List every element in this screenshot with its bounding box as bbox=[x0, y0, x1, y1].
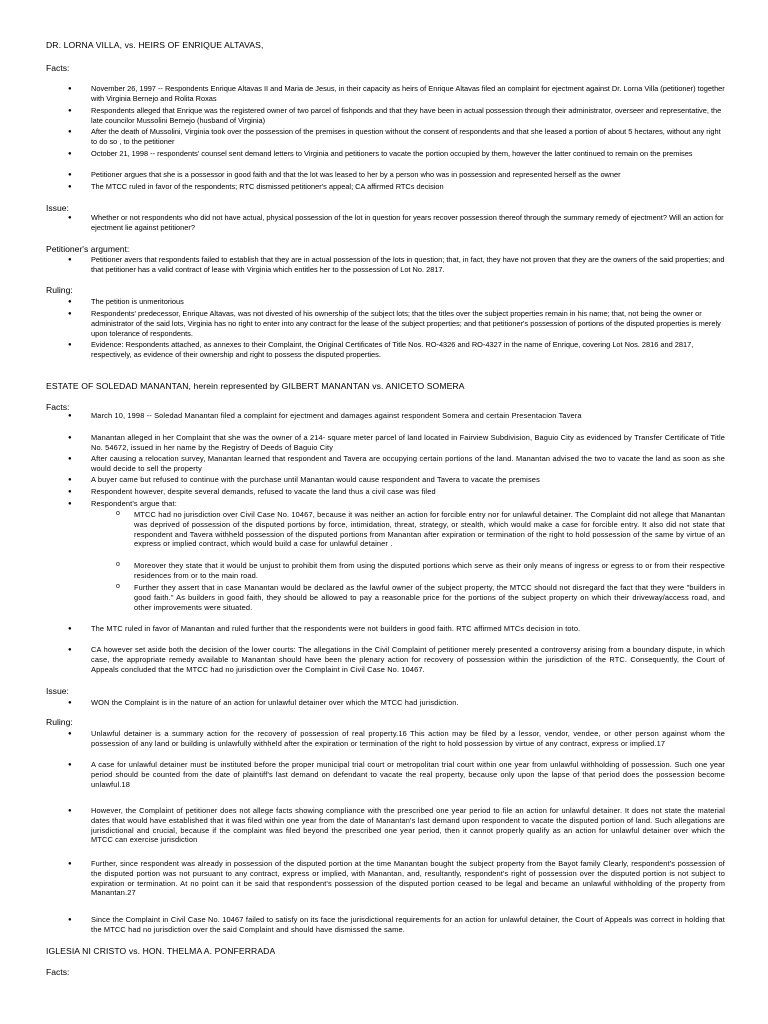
issue-label: Issue: bbox=[46, 686, 69, 696]
bullet-icon: ● bbox=[68, 477, 72, 483]
bullet-icon: ● bbox=[68, 731, 72, 737]
bullet-icon: ● bbox=[68, 456, 72, 462]
bullet-icon: ● bbox=[68, 86, 72, 92]
petitioner-item: Petitioner avers that respondents failed to establish that they are in actual possession of the lots in question; that, in fact, they have not proven that they are the owners of the said properties; and that petitioner has a valid contract of lease with Virginia which entitles her to the possession of Lot No. 2817. bbox=[91, 255, 725, 274]
facts-label: Facts: bbox=[46, 967, 70, 977]
ruling-item: Evidence: Respondents attached, as annexes to their Complaint, the Original Certificates of Title Nos. RO-4326 and RO-4327 in the name of Enrique, covering Lot Nos. 2816 and 2817, respectively, as evidence of their ownership and right to possess the disputed properties. bbox=[91, 340, 694, 359]
bullet-icon: ● bbox=[68, 184, 72, 190]
fact-item: Respondents alleged that Enrique was the registered owner of two parcel of fishponds and that they have been in actual possession through their administrator, overseer and representative, the late councilor Mussolini Bernejo (husband of Virginia) bbox=[91, 106, 722, 125]
facts-label: Facts: bbox=[46, 402, 70, 412]
fact-item: Manantan alleged in her Complaint that she was the owner of a 214- square meter parcel of land located in Fairview Subdivision, Baguio City as evidenced by Transfer Certificate of Title No. 54672, issued in her name by the Registry of Deeds of Baguio City bbox=[91, 433, 725, 452]
bullet-icon: ● bbox=[68, 808, 72, 814]
fact-item: The MTC ruled in favor of Manantan and ruled further that the respondents were not builders in good faith. RTC affirmed MTCs decision in toto. bbox=[91, 624, 581, 633]
bullet-icon: ● bbox=[68, 342, 72, 348]
sub-bullet-icon: o bbox=[116, 561, 120, 568]
fact-item: CA however set aside both the decision of the lower courts: The allegations in the Civil Complaint of petitioner merely presented a controversy arising from a boundary dispute, in which case, the appropriate remedy available to Manantan should have been the plenary action for recovery of possession within the jurisdiction of the RTC. Consequently, the Court of Appeals concluded that the MTCC had no jurisdiction over the Complaint in Civil Case No. 10467. bbox=[91, 645, 725, 674]
petitioner-argument-label: Petitioner's argument: bbox=[46, 244, 130, 254]
bullet-icon: ● bbox=[68, 311, 72, 317]
fact-item: Respondent however, despite several demands, refused to vacate the land thus a civil case was filed bbox=[91, 487, 436, 496]
bullet-icon: ● bbox=[68, 435, 72, 441]
ruling-label: Ruling: bbox=[46, 285, 73, 295]
argue-sub-item: MTCC had no jurisdiction over Civil Case No. 10467, because it was neither an action for forcible entry nor for unlawful detainer. The Complaint did not allege that Manantan was deprived of possession of the disputed portions by force, intimidation, threat, strategy, or stealth, which would make a case for forcible entry. It also did not state that respondent and Tavera withheld possession of the disputed portions from Manantan after expiration or termination of the right to hold possession of the same by virtue of an express or implied contract, which would build a case for unlawful detainer . bbox=[134, 510, 725, 549]
bullet-icon: ● bbox=[68, 489, 72, 495]
fact-item: A buyer came but refused to continue with the purchase until Manantan would cause respondent and Tavera to vacate the premises bbox=[91, 475, 540, 484]
bullet-icon: ● bbox=[68, 413, 72, 419]
ruling-item: Respondents' predecessor, Enrique Altavas, was not divested of his ownership of the subject lots; that the titles over the subject properties remain in his name; that, not being the owner or administrator of the said lots, Virginia has no right to enter into any contract for the lease of the subject properties; and that petitioner's possession of portions of the disputed properties is merely upon tolerance of respondents. bbox=[91, 309, 721, 338]
bullet-icon: ● bbox=[68, 762, 72, 768]
bullet-icon: ● bbox=[68, 626, 72, 632]
argue-sub-item: Moreover they state that it would be unjust to prohibit them from using the disputed portions which serve as their only means of ingress or egress to or from their respective residences from or to the main road. bbox=[134, 561, 725, 580]
bullet-icon: ● bbox=[68, 108, 72, 114]
ruling-item: Since the Complaint in Civil Case No. 10467 failed to satisfy on its face the jurisdictional requirements for an action for unlawful detainer, the Court of Appeals was correct in holding that the MTCC had no jurisdiction over the said Complaint and should have dismissed the same. bbox=[91, 915, 725, 934]
bullet-icon: ● bbox=[68, 215, 72, 221]
ruling-item: Further, since respondent was already in possession of the disputed portion at the time Manantan bought the subject property from the Bayot family Clearly, respondent's possession of the disputed portion was not pursuant to any contract, express or implied, with Manantan, and, resultantly, respondent's right of possession over the disputed portion is not subject to expiration or termination. At no point can it be said that respondent's possession of the disputed portion ceased to be legal and became an unlawful withholding of the property from Manantan.27 bbox=[91, 859, 725, 898]
sub-bullet-icon: o bbox=[116, 583, 120, 590]
fact-item: The MTCC ruled in favor of the respondents; RTC dismissed petitioner's appeal; CA affirmed RTCs decision bbox=[91, 182, 444, 191]
facts-label: Facts: bbox=[46, 63, 70, 73]
bullet-icon: ● bbox=[68, 151, 72, 157]
ruling-item: A case for unlawful detainer must be instituted before the proper municipal trial court or metropolitan trial court within one year from unlawful withholding of possession. Such one year period should be counted from the date of plaintiff's last demand on defendant to vacate the real property, because only upon the lapse of that period does the possession become unlawful.18 bbox=[91, 760, 725, 789]
fact-item: Petitioner argues that she is a possessor in good faith and that the lot was leased to her by a person who was in possession and represented herself as the owner bbox=[91, 170, 621, 179]
bullet-icon: ● bbox=[68, 172, 72, 178]
case-title-iglesia: IGLESIA NI CRISTO vs. HON. THELMA A. PONFERRADA bbox=[46, 946, 276, 956]
case-title-villa: DR. LORNA VILLA, vs. HEIRS OF ENRIQUE ALTAVAS, bbox=[46, 40, 264, 50]
ruling-item: Unlawful detainer is a summary action for the recovery of possession of real property.16 This action may be filed by a lessor, vendor, vendee, or other person against whom the possession of any land or building is unlawfully withheld after the expiration or termination of the right to hold possession by virtue of any contract, express or implied.17 bbox=[91, 729, 725, 748]
issue-item: WON the Complaint is in the nature of an action for unlawful detainer over which the MTCC had jurisdiction. bbox=[91, 698, 459, 707]
fact-item: November 26, 1997 -- Respondents Enrique Altavas II and Maria de Jesus, in their capacity as heirs of Enrique Altavas filed an complaint for ejectment against Dr. Lorna Villa (petitioner) together with Virginia Bernejo and Rolita Roxas bbox=[91, 84, 725, 103]
bullet-icon: ● bbox=[68, 861, 72, 867]
argue-sub-item: Further they assert that in case Manantan would be declared as the lawful owner of the subject property, the MTCC should not disregard the fact that they were "builders in good faith." As builders in good faith, they should be allowed to pay a reasonable price for the portions of the subject property on which their driveway/access road, and other improvements were situated. bbox=[134, 583, 725, 612]
fact-item: Respondent's argue that: bbox=[91, 499, 177, 508]
bullet-icon: ● bbox=[68, 129, 72, 135]
bullet-icon: ● bbox=[68, 257, 72, 263]
bullet-icon: ● bbox=[68, 501, 72, 507]
fact-item: After causing a relocation survey, Manantan learned that respondent and Tavera are occupying certain portions of the land. Manantan advised the two to vacate the land as soon as she would decide to sell the property bbox=[91, 454, 725, 473]
bullet-icon: ● bbox=[68, 647, 72, 653]
issue-label: Issue: bbox=[46, 203, 69, 213]
fact-item: March 10, 1998 -- Soledad Manantan filed a complaint for ejectment and damages against respondent Somera and certain Presentacion Tavera bbox=[91, 411, 582, 420]
ruling-item: The petition is unmeritorious bbox=[91, 297, 184, 306]
fact-item: October 21, 1998 -- respondents' counsel sent demand letters to Virginia and petitioners to vacate the portion occupied by them, however the latter continued to remain on the premises bbox=[91, 149, 693, 158]
issue-item: Whether or not respondents who did not have actual, physical possession of the lot in question for years recover possession thereof through the summary remedy of ejectment? Will an action for ejectment lie against petitioner? bbox=[91, 213, 724, 232]
case-title-manantan: ESTATE OF SOLEDAD MANANTAN, herein represented by GILBERT MANANTAN vs. ANICETO SOMERA bbox=[46, 381, 465, 391]
bullet-icon: ● bbox=[68, 700, 72, 706]
ruling-item: However, the Complaint of petitioner does not allege facts showing compliance with the prescribed one year period to file an action for unlawful detainer. It does not state the material dates that would have established that it was filed within one year from the date of Manantan's last demand upon respondent to vacate the disputed portion of land. Such allegations are jurisdictional and crucial, because if the complaint was filed beyond the prescribed one year period, then it cannot properly qualify as an action for unlawful detainer over which the MTCC can exercise jurisdiction bbox=[91, 806, 725, 845]
fact-item: After the death of Mussolini, Virginia took over the possession of the premises in question without the consent of respondents and that she leased a portion of about 5 hectares, without any right to do so , to the petitioner bbox=[91, 127, 721, 146]
ruling-label: Ruling: bbox=[46, 717, 73, 727]
bullet-icon: ● bbox=[68, 917, 72, 923]
sub-bullet-icon: o bbox=[116, 510, 120, 517]
bullet-icon: ● bbox=[68, 299, 72, 305]
